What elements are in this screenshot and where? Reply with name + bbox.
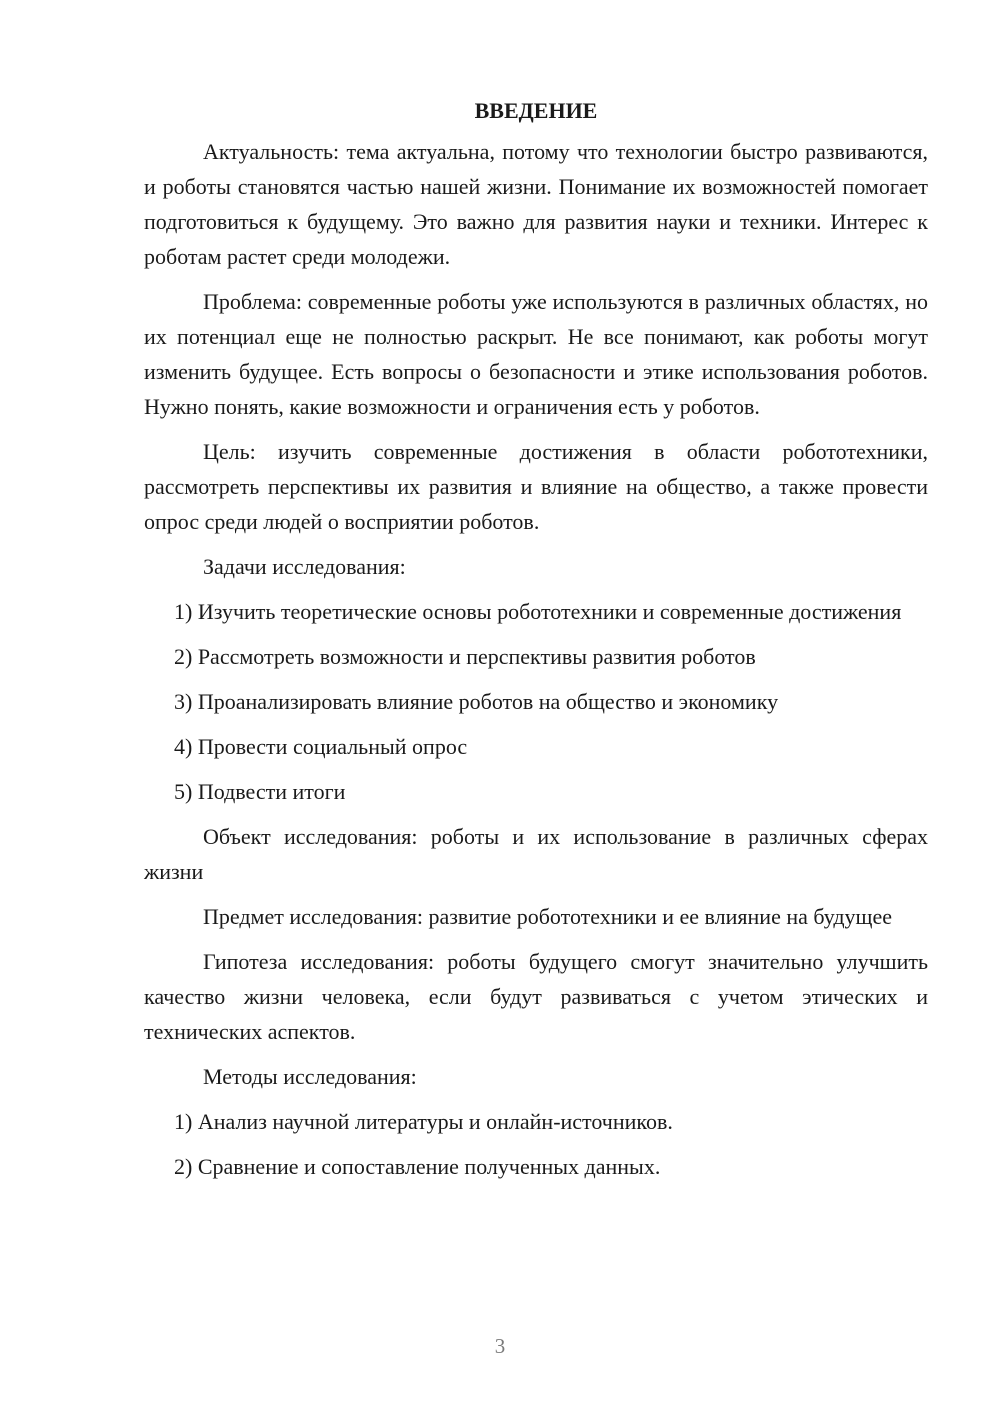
task-item-3: 3) Проанализировать влияние роботов на общество и экономику [174, 689, 779, 714]
relevance-paragraph: Актуальность: тема актуальна, потому что технологии быстро развиваются, и роботы становятся частью нашей жизни. Понимание их возможностей помогает подготовиться к будущему. Это важно для развития науки и техники. Интерес к роботам растет среди молодежи. [144, 139, 928, 269]
problem-paragraph: Проблема: современные роботы уже используются в различных областях, но их потенциал еще не полностью раскрыт. Не все понимают, как роботы могут изменить будущее. Есть вопросы о безопасности и этике использования роботов. Нужно понять, какие возможности и ограничения есть у роботов. [144, 289, 928, 419]
section-title: ВВЕДЕНИЕ [474, 98, 598, 123]
page-content [144, 96, 928, 1194]
object-paragraph: Объект исследования: роботы и их использование в различных сферах жизни [144, 824, 928, 884]
task-item-2: 2) Рассмотреть возможности и перспективы развития роботов [174, 644, 756, 669]
hypothesis-paragraph: Гипотеза исследования: роботы будущего смогут значительно улучшить качество жизни человека, если будут развиваться с учетом этических и технических аспектов. [144, 949, 928, 1044]
method-item-1: 1) Анализ научной литературы и онлайн-источников. [174, 1109, 673, 1134]
goal-paragraph: Цель: изучить современные достижения в области робототехники, рассмотреть перспективы их развития и влияние на общество, а также провести опрос среди людей о восприятии роботов. [144, 439, 928, 534]
task-item-1: 1) Изучить теоретические основы робототехники и современные достижения [174, 599, 902, 624]
task-item-5: 5) Подвести итоги [174, 779, 346, 804]
task-item-4: 4) Провести социальный опрос [174, 734, 468, 759]
method-item-2: 2) Сравнение и сопоставление полученных данных. [174, 1154, 661, 1179]
methods-heading: Методы исследования: [203, 1064, 417, 1089]
subject-paragraph: Предмет исследования: развитие робототехники и ее влияние на будущее [203, 904, 893, 929]
page-number: 3 [494, 1334, 506, 1358]
tasks-heading: Задачи исследования: [203, 554, 406, 579]
